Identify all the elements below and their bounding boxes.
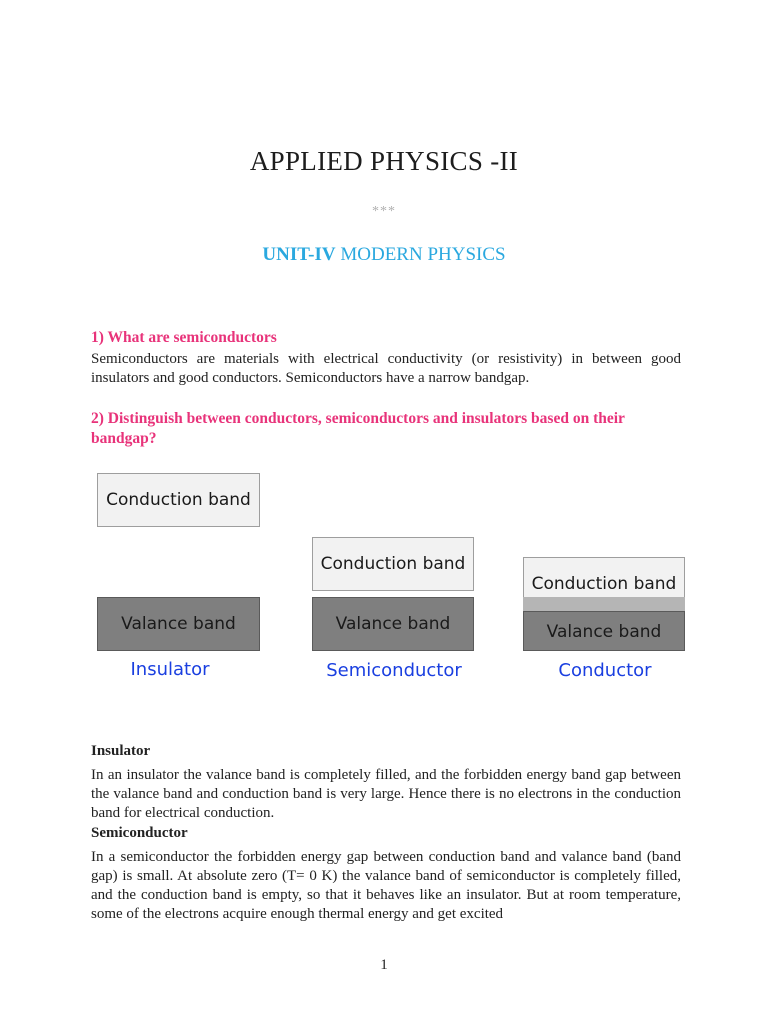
insulator-conduction-band: Conduction band bbox=[97, 473, 260, 527]
semiconductor-valance-band: Valance band bbox=[312, 597, 474, 651]
insulator-label: Insulator bbox=[130, 659, 210, 680]
conductor-conduction-band: Conduction band bbox=[523, 557, 685, 611]
unit-heading bbox=[0, 244, 768, 266]
question-1-answer: Semiconductors are materials with electrical conductivity (or resistivity) in between good insulators and good conductors. Semiconductors have a narrow bandgap. bbox=[91, 351, 681, 386]
semiconductor-conduction-band: Conduction band bbox=[312, 537, 474, 591]
unit-code: UNIT-IV bbox=[262, 244, 336, 265]
document-title: APPLIED PHYSICS -II bbox=[249, 146, 519, 176]
conductor-band-overlap bbox=[523, 597, 685, 611]
conductor-label: Conductor bbox=[558, 660, 652, 681]
title-separator: *** bbox=[372, 204, 396, 219]
unit-name: MODERN PHYSICS bbox=[340, 244, 506, 265]
question-1-heading: 1) What are semiconductors bbox=[91, 329, 277, 346]
insulator-valance-band: Valance band bbox=[97, 597, 260, 651]
semiconductor-section-heading: Semiconductor bbox=[91, 825, 188, 841]
semiconductor-section-text: In a semiconductor the forbidden energy gap between conduction band and valance band (band gap) is small. At absolute zero (T= 0 K) the valance band of semiconductor is completely filled, and the conduction band is empty, so that it behaves like an insulator. But at room temperature, some of the electrons acquire enough thermal energy and get excited bbox=[91, 849, 681, 922]
conductor-valance-band: Valance band bbox=[523, 611, 685, 651]
semiconductor-label: Semiconductor bbox=[326, 660, 462, 681]
page-number: 1 bbox=[380, 957, 388, 973]
insulator-section-heading: Insulator bbox=[91, 743, 151, 759]
question-2-heading: 2) Distinguish between conductors, semiconductors and insulators based on their bandgap? bbox=[91, 410, 625, 447]
insulator-section-text: In an insulator the valance band is completely filled, and the forbidden energy band gap between the valance band and conduction band is very large. Hence there is no electrons in the conduction band for electrical conduction. bbox=[91, 767, 681, 821]
